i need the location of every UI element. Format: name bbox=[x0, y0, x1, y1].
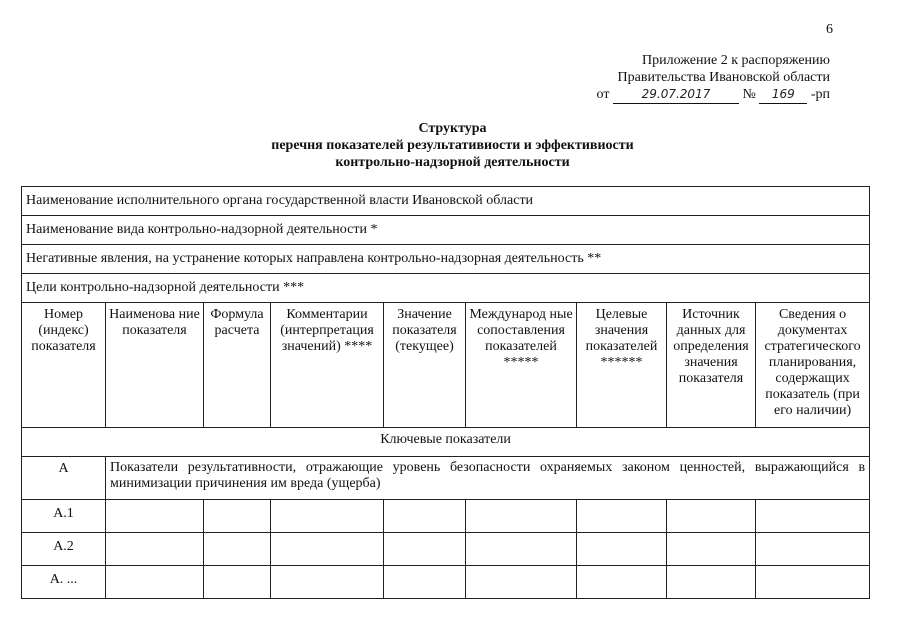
info-cell: Негативные явления, на устранение которых направлена контрольно-надзорная деятельность ** bbox=[22, 245, 870, 274]
section-title: Ключевые показатели bbox=[22, 428, 870, 457]
column-header: Формула расчета bbox=[204, 303, 271, 428]
appendix-block bbox=[597, 52, 830, 104]
handwritten-date: 29.07.2017 bbox=[613, 86, 739, 104]
group-label: А bbox=[22, 457, 106, 500]
appendix-line-2: Правительства Ивановской области bbox=[617, 70, 830, 85]
column-header: Комментарии (интерпретация значений) **** bbox=[271, 303, 384, 428]
table-row bbox=[22, 500, 870, 533]
row-index: А.2 bbox=[22, 533, 106, 566]
handwritten-number: 169 bbox=[759, 86, 807, 104]
title-line-2: перечня показателей результативиости и эффективиости bbox=[271, 138, 634, 153]
column-header: Источник данных для определения значения показателя bbox=[667, 303, 756, 428]
appendix-line-3 bbox=[597, 86, 830, 104]
table-row bbox=[22, 566, 870, 599]
info-cell: Наименование вида контрольно-надзорной деятельности * bbox=[22, 216, 870, 245]
header-row bbox=[22, 303, 870, 428]
appendix-line-1: Приложение 2 к распоряжению bbox=[642, 53, 830, 68]
column-header: Сведения о документах стратегического планирования, содержащих показатель (при его наличии) bbox=[756, 303, 870, 428]
group-row bbox=[22, 457, 870, 500]
column-header: Международ ные сопоставления показателей ***** bbox=[466, 303, 577, 428]
group-text: Показатели результативности, отражающие уровень безопасности охраняемых законом ценностей, выражающийся в минимизации причинения им вреда (ущерба) bbox=[106, 457, 870, 500]
column-header: Наименова ние показателя bbox=[106, 303, 204, 428]
document-title bbox=[0, 120, 905, 171]
indicators-table bbox=[21, 186, 870, 599]
section-row bbox=[22, 428, 870, 457]
info-cell: Цели контрольно-надзорной деятельности *** bbox=[22, 274, 870, 303]
from-label: от bbox=[596, 87, 610, 102]
column-header: Целевые значения показателей ****** bbox=[577, 303, 667, 428]
info-row bbox=[22, 187, 870, 216]
number-suffix: -рп bbox=[810, 87, 830, 102]
row-index: А.1 bbox=[22, 500, 106, 533]
info-cell: Наименование исполнительного органа государственной власти Ивановской области bbox=[22, 187, 870, 216]
row-index: А. ... bbox=[22, 566, 106, 599]
table-row bbox=[22, 533, 870, 566]
page-number: 6 bbox=[826, 22, 833, 37]
title-line-3: контрольно-надзорной деятельности bbox=[335, 155, 570, 170]
number-label: № bbox=[742, 87, 756, 102]
column-header: Номер (индекс) показателя bbox=[22, 303, 106, 428]
info-row bbox=[22, 216, 870, 245]
info-row bbox=[22, 274, 870, 303]
title-line-1: Структура bbox=[418, 121, 487, 136]
info-row bbox=[22, 245, 870, 274]
column-header: Значение показателя (текущее) bbox=[384, 303, 466, 428]
